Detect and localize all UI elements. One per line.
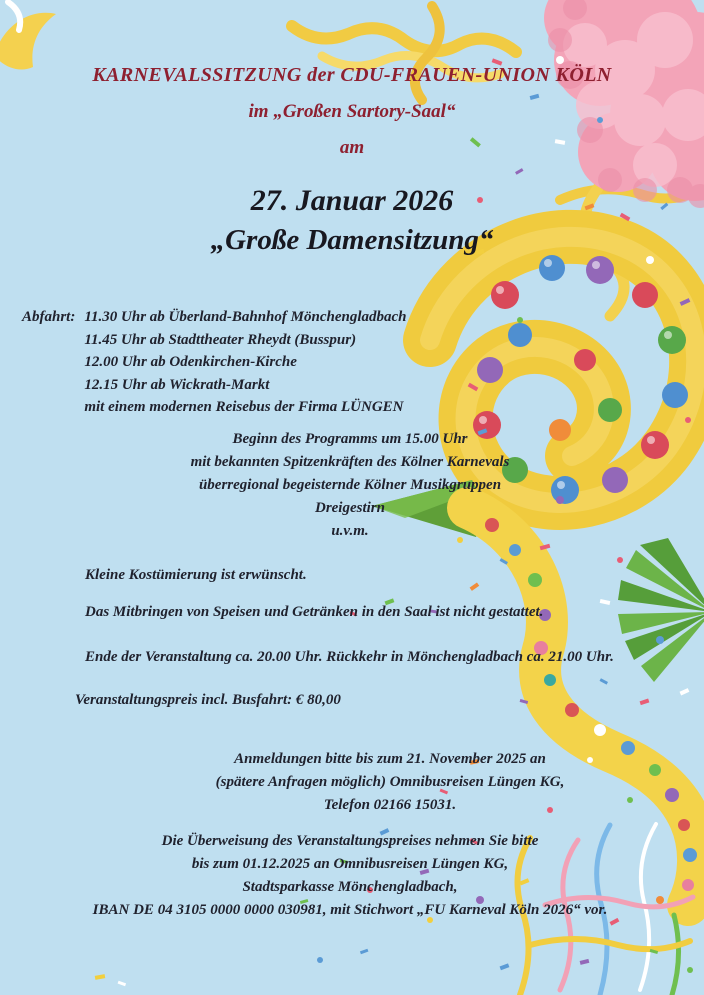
program-line: u.v.m. <box>331 523 369 539</box>
departure-line: mit einem modernen Reisebus der Firma LÜNGEN <box>84 399 404 415</box>
program-line: Beginn des Programms um 15.00 Uhr <box>232 431 468 447</box>
departure-section <box>22 306 407 419</box>
payment-line: bis zum 01.12.2025 an Omnibusreisen Lüngen KG, <box>191 856 509 872</box>
note-end-time: Ende der Veranstaltung ca. 20.00 Uhr. Rückkehr in Mönchengladbach ca. 21.00 Uhr. <box>85 649 614 665</box>
flyer-title: KARNEVALSSITZUNG der CDU-FRAUEN-UNION KÖLN <box>92 64 612 86</box>
payment-line: IBAN DE 04 3105 0000 0000 030981, mit Stichwort „FU Karneval Köln 2026“ vor. <box>92 902 608 918</box>
title-block <box>0 64 704 159</box>
flyer-venue: im „Großen Sartory-Saal“ <box>248 101 456 122</box>
flyer-am: am <box>339 137 365 158</box>
departure-line: 12.15 Uhr ab Wickrath-Markt <box>84 376 270 393</box>
payment-line: Stadtsparkasse Mönchengladbach, <box>242 879 458 895</box>
note-costume: Kleine Kostümierung ist erwünscht. <box>85 567 307 583</box>
registration-line: Anmeldungen bitte bis zum 21. November 2025 an <box>234 751 546 767</box>
program-line: Dreigestirn <box>314 500 385 516</box>
note-price: Veranstaltungspreis incl. Busfahrt: € 80,00 <box>75 692 341 708</box>
leaf-fan-icon <box>618 538 704 682</box>
departure-lines <box>84 306 406 419</box>
note-food: Das Mitbringen von Speisen und Getränken in den Saal ist nicht gestattet. <box>85 604 544 620</box>
event-heading <box>0 184 704 257</box>
payment-section <box>20 830 680 922</box>
departure-line: 11.45 Uhr ab Stadttheater Rheydt (Busspur) <box>84 331 357 348</box>
departure-line: 12.00 Uhr ab Odenkirchen-Kirche <box>84 354 297 370</box>
corner-streamer-icon <box>0 2 56 70</box>
payment-line: Die Überweisung des Veranstaltungspreises nehmen Sie bitte <box>161 833 539 849</box>
departure-label: Abfahrt: <box>22 309 76 325</box>
departure-line: 11.30 Uhr ab Überland-Bahnhof Mönchengladbach <box>84 309 407 325</box>
registration-line: Telefon 02166 15031. <box>323 797 457 813</box>
program-line: mit bekannten Spitzenkräften des Kölner Karnevals <box>190 454 510 470</box>
program-section <box>30 428 670 543</box>
registration-section <box>80 748 700 817</box>
event-name: „Große Damensitzung“ <box>210 224 494 256</box>
registration-line: (spätere Anfragen möglich) Omnibusreisen Lüngen KG, <box>215 774 565 790</box>
program-line: überregional begeisternde Kölner Musikgruppen <box>198 477 502 493</box>
event-date: 27. Januar 2026 <box>250 184 454 217</box>
